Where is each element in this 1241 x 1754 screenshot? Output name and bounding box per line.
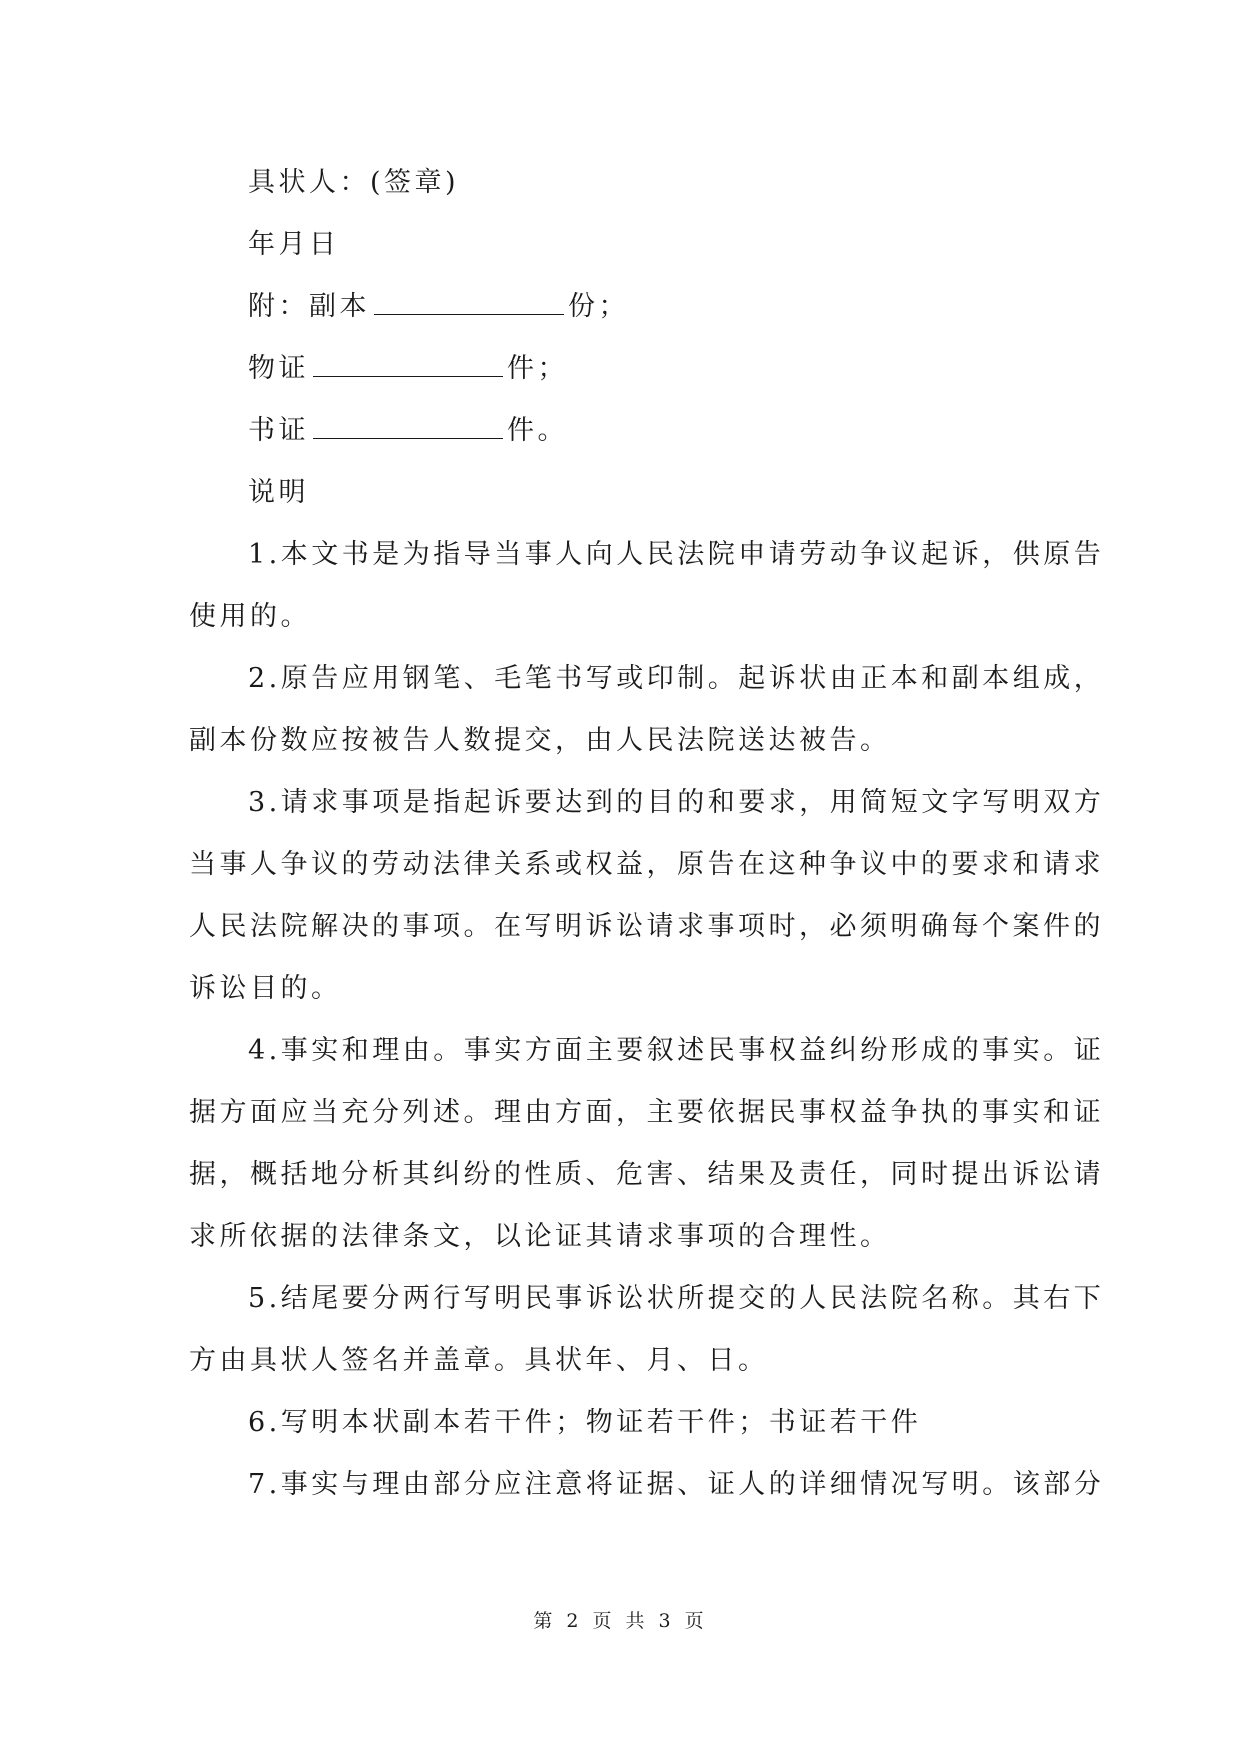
note-3-line-2: 当事人争议的劳动法律关系或权益，原告在这种争议中的要求和请求 [189, 849, 1104, 880]
attachment-copies [248, 289, 629, 325]
note-1-line-1: 1.本文书是为指导当事人向人民法院申请劳动争议起诉，供原告 [248, 539, 1105, 570]
date-line: 年月日 [248, 229, 340, 260]
note-5-line-1: 5.结尾要分两行写明民事诉讼状所提交的人民法院名称。其右下 [248, 1283, 1105, 1314]
note-2-line-1: 2.原告应用钢笔、毛笔书写或印制。起诉状由正本和副本组成， [248, 663, 1105, 694]
note-3-line-3: 人民法院解决的事项。在写明诉讼请求事项时，必须明确每个案件的 [189, 911, 1104, 942]
physical-blank-line [313, 374, 503, 377]
note-5-line-2: 方由具状人签名并盖章。具状年、月、日。 [189, 1345, 769, 1376]
notes-heading: 说明 [248, 477, 309, 508]
attachment-documentary-prefix: 书证 [248, 415, 309, 446]
note-4-line-3: 据，概括地分析其纠纷的性质、危害、结果及责任，同时提出诉讼请 [189, 1159, 1104, 1190]
note-1-line-2: 使用的。 [189, 601, 311, 632]
note-4-line-1: 4.事实和理由。事实方面主要叙述民事权益纠纷形成的事实。证 [248, 1035, 1105, 1066]
page-number-footer: 第 2 页 共 3 页 [533, 1610, 708, 1632]
signature-line: 具状人：(签章) [248, 167, 460, 198]
attachment-copies-suffix: 份； [568, 291, 629, 322]
note-6-line-1: 6.写明本状副本若干件；物证若干件；书证若干件 [248, 1407, 922, 1438]
attachment-physical-suffix: 件； [507, 353, 568, 384]
note-7-line-1: 7.事实与理由部分应注意将证据、证人的详细情况写明。该部分 [248, 1469, 1105, 1500]
note-4-line-2: 据方面应当充分列述。理由方面，主要依据民事权益争执的事实和证 [189, 1097, 1104, 1128]
documentary-blank-line [313, 436, 503, 439]
attachment-documentary-evidence [248, 413, 568, 449]
note-3-line-4: 诉讼目的。 [189, 973, 342, 1004]
attachment-documentary-suffix: 件。 [507, 415, 568, 446]
note-2-line-2: 副本份数应按被告人数提交，由人民法院送达被告。 [189, 725, 891, 756]
attachment-copies-prefix: 附：副本 [248, 291, 370, 322]
note-3-line-1: 3.请求事项是指起诉要达到的目的和要求，用简短文字写明双方 [248, 787, 1105, 818]
copies-blank-line [374, 312, 564, 315]
attachment-physical-prefix: 物证 [248, 353, 309, 384]
attachment-physical-evidence [248, 351, 568, 387]
note-4-line-4: 求所依据的法律条文，以论证其请求事项的合理性。 [189, 1221, 891, 1252]
